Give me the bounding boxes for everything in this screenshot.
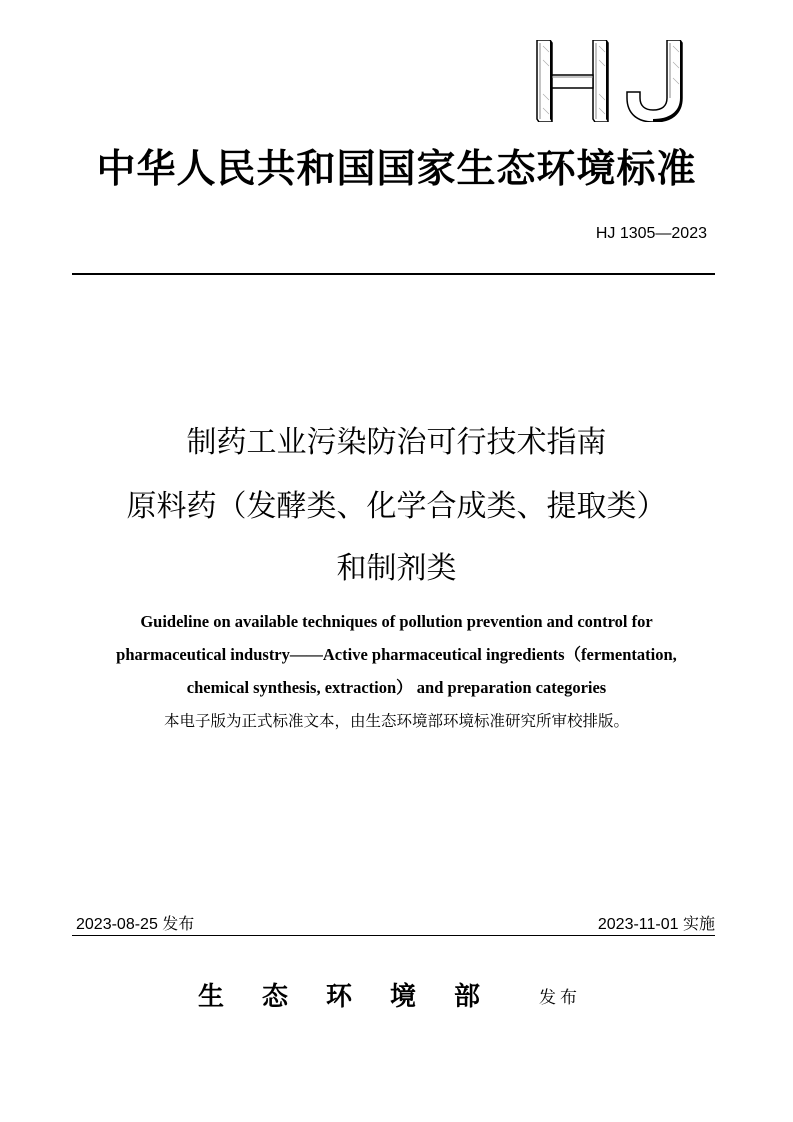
title-en-line-2: pharmaceutical industry——Active pharmaceutical ingredients（fermentation, <box>116 645 677 664</box>
effective-date-value: 2023-11-01 <box>597 916 679 933</box>
release-label: 发布 <box>162 914 195 933</box>
title-cn-line-1: 制药工业污染防治可行技术指南 <box>186 425 607 460</box>
effective-date <box>598 911 715 934</box>
title-en-line-3: chemical synthesis, extraction） and preparation categories <box>186 678 607 697</box>
effective-label: 实施 <box>682 914 715 933</box>
title-cn-line-3: 和制剂类 <box>336 551 457 586</box>
issuing-authority: 生态环境部 <box>198 982 519 1012</box>
title-cn-line-2: 原料药（发酵类、化学合成类、提取类） <box>126 489 667 524</box>
issuer-label: 发布 <box>539 988 581 1008</box>
organization-name: 中华人民共和国国家生态环境标准 <box>96 146 697 192</box>
edition-note: 本电子版为正式标准文本，由生态环境部环境标准研究所审校排版。 <box>163 712 629 730</box>
release-date <box>76 911 194 934</box>
footer-divider <box>72 935 715 936</box>
standard-number: HJ 1305—2023 <box>595 225 707 242</box>
hj-standard-logo <box>535 40 695 122</box>
title-en-line-1: Guideline on available techniques of pollution prevention and control for <box>140 612 653 631</box>
header-divider <box>72 273 715 275</box>
release-date-value: 2023-08-25 <box>76 916 158 933</box>
